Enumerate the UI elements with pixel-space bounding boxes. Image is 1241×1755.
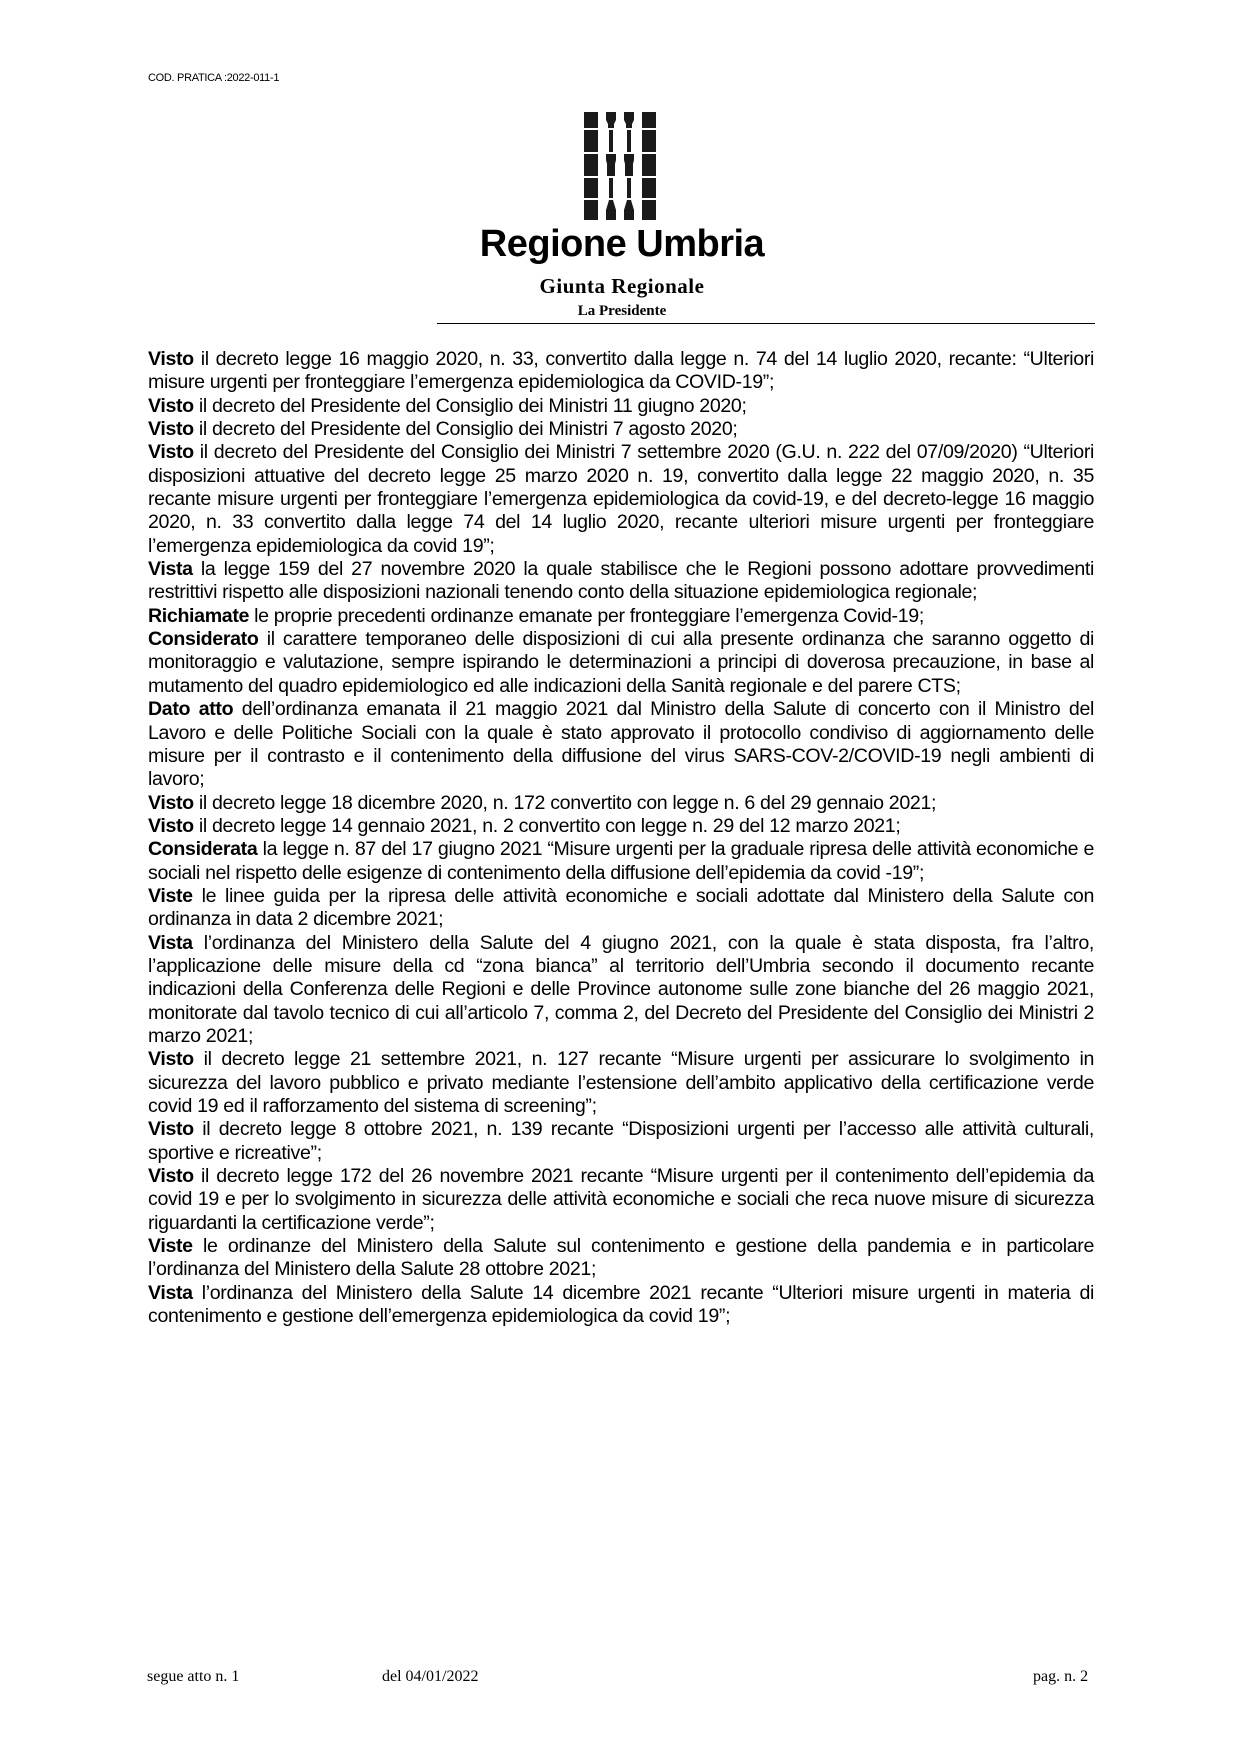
document-paragraph <box>148 628 1094 698</box>
footer-act-number: segue atto n. 1 <box>147 1668 240 1685</box>
logo-columns <box>584 112 656 220</box>
paragraph-lead: Visto <box>148 348 194 370</box>
paragraph-lead: Considerato <box>148 628 259 651</box>
document-paragraph <box>148 932 1094 1049</box>
document-paragraph <box>148 698 1094 791</box>
paragraph-lead: Viste <box>148 884 193 907</box>
paragraph-text: le linee guida per la ripresa delle attività economiche e sociali adottate dal Ministero della Salute con ordinanza in data 2 dicembre 2021; <box>148 884 1094 931</box>
document-paragraph <box>148 1048 1094 1118</box>
paragraph-lead: Considerata <box>148 838 258 861</box>
paragraph-text: il decreto legge 18 dicembre 2020, n. 172 convertito con legge n. 6 del 29 gennaio 2021; <box>193 791 937 814</box>
paragraph-text: il decreto legge 14 gennaio 2021, n. 2 convertito con legge n. 29 del 12 marzo 2021; <box>193 814 901 837</box>
paragraph-lead: Visto <box>148 814 194 837</box>
document-paragraph <box>148 1235 1094 1282</box>
paragraph-text: la legge n. 87 del 17 giugno 2021 “Misure urgenti per la graduale ripresa delle attività economiche e sociali nel rispetto delle esigenze di contenimento della diffusione dell’epidemia da covid -19”; <box>148 838 1094 884</box>
document-paragraph <box>148 1165 1094 1235</box>
paragraph-text: il decreto del Presidente del Consiglio dei Ministri 11 giugno 2020; <box>193 394 747 417</box>
document-paragraph <box>148 838 1094 885</box>
giunta-subtitle: Giunta Regionale <box>539 274 705 298</box>
paragraph-lead: Visto <box>148 418 194 441</box>
regione-umbria-logo-icon <box>584 112 656 220</box>
paragraph-text: il carattere temporaneo delle disposizioni di cui alla presente ordinanza che saranno oggetto di monitoraggio e valutazione, sempre ispirando le determinazioni a principi di doverosa precauzione, in base al mutamento del quadro epidemiologico ed alle indicazioni della Sanità regionale e del parere CTS; <box>148 628 1094 697</box>
paragraph-text: le ordinanze del Ministero della Salute sul contenimento e gestione della pandemia e in particolare l’ordinanza del Ministero della Salute 28 ottobre 2021; <box>148 1235 1094 1281</box>
cod-pratica: COD. PRATICA :2022-011-1 <box>148 72 280 84</box>
paragraph-lead: Vista <box>148 558 193 581</box>
footer-date: del 04/01/2022 <box>382 1668 479 1685</box>
document-paragraph <box>148 395 1094 418</box>
paragraph-text: il decreto legge 21 settembre 2021, n. 127 recante “Misure urgenti per assicurare lo svolgimento in sicurezza del lavoro pubblico e privato mediante l’estensione dell’ambito applicativo della certificazione verde covid 19 ed il rafforzamento del sistema di screening”; <box>148 1048 1094 1117</box>
paragraph-text: le proprie precedenti ordinanze emanate per fronteggiare l’emergenza Covid-19; <box>249 604 924 627</box>
paragraph-text: dell’ordinanza emanata il 21 maggio 2021 dal Ministro della Salute di concerto con il Ministro del Lavoro e delle Politiche Sociali con la quale è stato approvato il protocollo condiviso di aggiornamento delle misure per il contrasto e il contenimento della diffusione del virus SARS-COV-2/COVID-19 negli ambienti di lavoro; <box>148 698 1094 791</box>
paragraph-text: il decreto legge 172 del 26 novembre 2021 recante “Misure urgenti per il contenimento dell’epidemia da covid 19 e per lo svolgimento in sicurezza delle attività economiche e sociali che reca nuove misure di sicurezza riguardanti la certificazione verde”; <box>148 1165 1094 1234</box>
document-body <box>148 348 1094 1328</box>
document-paragraph <box>148 441 1094 558</box>
document-paragraph <box>148 558 1094 605</box>
paragraph-text: il decreto legge 16 maggio 2020, n. 33, convertito dalla legge n. 74 del 14 luglio 2020, recante: “Ulteriori misure urgenti per fronteggiare l’emergenza epidemiologica da COVID-19”; <box>148 348 1094 394</box>
paragraph-lead: Visto <box>148 1165 194 1188</box>
paragraph-text: la legge 159 del 27 novembre 2020 la quale stabilisce che le Regioni possono adottare provvedimenti restrittivi rispetto alle disposizioni nazionali tenendo conto della situazione epidemiologica regionale; <box>148 558 1094 604</box>
paragraph-lead: Visto <box>148 394 194 417</box>
paragraph-lead: Vista <box>148 1281 193 1304</box>
footer-page-number: pag. n. 2 <box>1033 1668 1089 1685</box>
document-paragraph <box>148 792 1094 815</box>
paragraph-lead: Dato atto <box>148 698 234 721</box>
paragraph-lead: Visto <box>148 1118 194 1141</box>
paragraph-text: il decreto legge 8 ottobre 2021, n. 139 recante “Disposizioni urgenti per l’accesso alle attività culturali, sportive e ricreative”; <box>148 1118 1094 1164</box>
paragraph-text: il decreto del Presidente del Consiglio dei Ministri 7 agosto 2020; <box>193 418 738 441</box>
document-paragraph <box>148 418 1094 441</box>
document-paragraph <box>148 1282 1094 1329</box>
document-paragraph <box>148 815 1094 838</box>
paragraph-lead: Visto <box>148 441 194 464</box>
document-paragraph <box>148 885 1094 932</box>
document-paragraph <box>148 605 1094 628</box>
paragraph-text: l’ordinanza del Ministero della Salute 14 dicembre 2021 recante “Ulteriori misure urgenti in materia di contenimento e gestione dell’emergenza epidemiologica da covid 19”; <box>148 1281 1094 1328</box>
paragraph-lead: Visto <box>148 791 194 814</box>
paragraph-text: l’ordinanza del Ministero della Salute del 4 giugno 2021, con la quale è stata disposta, fra l’altro, l’applicazione delle misure della cd “zona bianca” al territorio dell’Umbria secondo il documento recante indicazioni della Conferenza delle Regioni e delle Province autonome sulle zone bianche del 26 maggio 2021, monitorate dal tavolo tecnico di cui all’articolo 7, comma 2, del Decreto del Presidente del Consiglio dei Ministri 2 marzo 2021; <box>148 931 1094 1047</box>
paragraph-text: il decreto del Presidente del Consiglio dei Ministri 7 settembre 2020 (G.U. n. 222 del 07/09/2020) “Ulteriori disposizioni attuative del decreto legge 25 marzo 2020 n. 19, convertito dalla legge 22 maggio 2020, n. 35 recante misure urgenti per fronteggiare l’emergenza epidemiologica da covid-19, e del decreto-legge 16 maggio 2020, n. 33 convertito dalla legge 74 del 14 luglio 2020, recante ulteriori misure urgenti per fronteggiare l’emergenza epidemiologica da covid 19”; <box>148 441 1094 557</box>
office-label: La Presidente <box>577 303 667 319</box>
document-paragraph <box>148 1118 1094 1165</box>
paragraph-lead: Vista <box>148 931 193 954</box>
header-divider <box>437 323 1095 324</box>
paragraph-lead: Visto <box>148 1048 194 1071</box>
paragraph-lead: Viste <box>148 1235 193 1258</box>
document-paragraph <box>148 348 1094 395</box>
paragraph-lead: Richiamate <box>148 604 250 627</box>
brand-title: Regione Umbria <box>479 223 765 265</box>
